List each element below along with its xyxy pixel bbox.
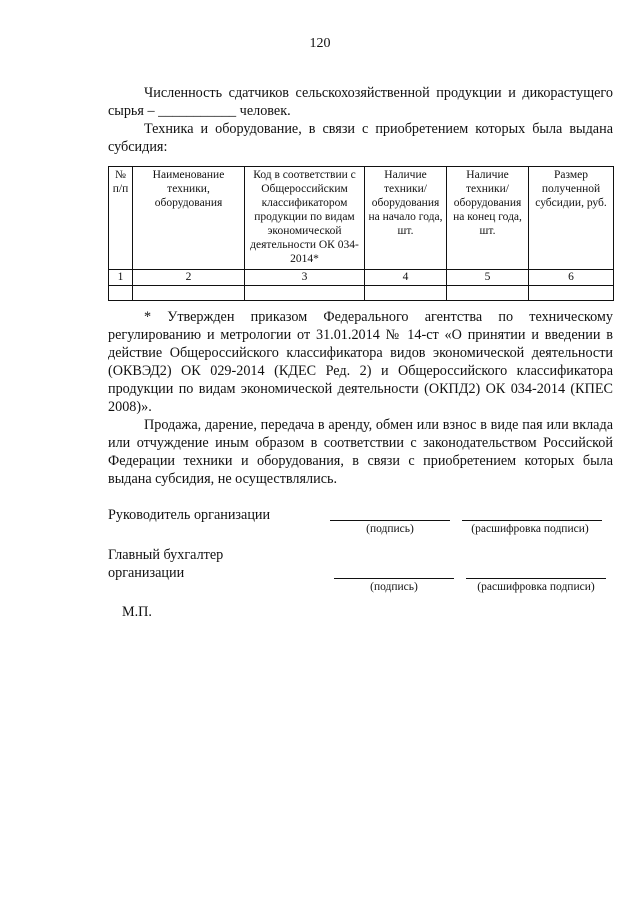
table-row	[109, 286, 614, 301]
head-decryption-line	[462, 520, 602, 521]
declaration-paragraph: Продажа, дарение, передача в аренду, обмен или взнос в виде пая или вклада или отчуждение иным образом в соответствии с законодательством Российской Федерации техники и оборудования, в связи с приобретением которых была выдана субсидия, не осуществлялись.	[108, 417, 613, 487]
header-subsidy-amount: Размер полученной субсидии, руб.	[529, 167, 614, 270]
table-cell: 2	[133, 270, 245, 286]
table-cell: 3	[245, 270, 365, 286]
page-number: 120	[309, 36, 331, 51]
header-number: № п/п	[109, 167, 133, 270]
suppliers-count-paragraph: Численность сдатчиков сельскохозяйственной продукции и дикорастущего сырья – ___________ человек.	[108, 85, 613, 119]
header-start-of-year-count: Наличие техники/ оборудования на начало года, шт.	[365, 167, 447, 270]
stamp-place-label: М.П.	[122, 604, 152, 620]
table-cell	[109, 286, 133, 301]
equipment-intro-paragraph: Техника и оборудование, в связи с приобретением которых была выдана субсидия:	[108, 121, 613, 155]
table-cell: 4	[365, 270, 447, 286]
accountant-signature-label-line2: организации	[108, 565, 185, 581]
accountant-signature-label-line1: Главный бухгалтер	[108, 547, 224, 563]
table-cell	[529, 286, 614, 301]
table-cell	[245, 286, 365, 301]
head-signature-caption: (подпись)	[366, 523, 414, 535]
head-signature-label: Руководитель организации	[108, 507, 271, 523]
table-cell	[365, 286, 447, 301]
header-end-of-year-count: Наличие техники/ оборудования на конец года, шт.	[447, 167, 529, 270]
table-cell	[133, 286, 245, 301]
accountant-signature-line	[334, 578, 454, 579]
table-cell: 1	[109, 270, 133, 286]
table-row	[109, 270, 614, 286]
head-decryption-caption: (расшифровка подписи)	[471, 523, 589, 535]
table-header-row	[109, 167, 614, 270]
header-classifier-code: Код в соответствии с Общероссийским классификатором продукции по видам экономической деятельности ОК 034-2014*	[245, 167, 365, 270]
accountant-decryption-line	[466, 578, 606, 579]
accountant-decryption-caption: (расшифровка подписи)	[477, 581, 595, 593]
table-cell: 5	[447, 270, 529, 286]
head-signature-line	[330, 520, 450, 521]
table-cell: 6	[529, 270, 614, 286]
subsidy-equipment-table	[108, 166, 614, 301]
table-cell	[447, 286, 529, 301]
header-equipment-name: Наименование техники, оборудования	[133, 167, 245, 270]
footnote-paragraph: * Утвержден приказом Федерального агентства по техническому регулированию и метрологии от 31.01.2014 № 14-ст «О принятии и введении в действие Общероссийского классификатора видов экономической деятельности (ОКВЭД2) ОК 029-2014 (КДЕС Ред. 2) и Общероссийского классификатора продукции по видам экономической деятельности (ОКПД2) ОК 034-2014 (КПЕС 2008)».	[108, 309, 613, 415]
accountant-signature-caption: (подпись)	[370, 581, 418, 593]
